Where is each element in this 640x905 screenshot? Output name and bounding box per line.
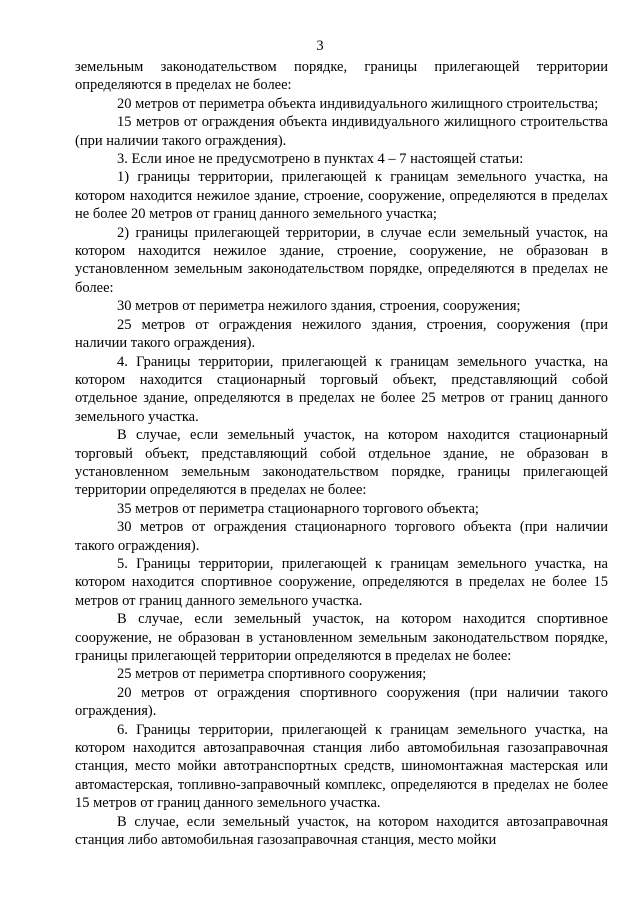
paragraph: 3. Если иное не предусмотрено в пунктах 4 – 7 настоящей статьи:	[117, 151, 524, 168]
page-number: 3	[316, 38, 324, 54]
paragraph: 5. Границы территории, прилегающей к границам земельного участка, на котором находится спортивное сооружение, определяются в пределах не более 15 метров от границ данного земельного участка.	[75, 555, 608, 609]
paragraph: 4. Границы территории, прилегающей к границам земельного участка, на котором находится стационарный торговый объект, представляющий собой отдельное здание, определяются в пределах не более 25 метров от границ данного земельного участка.	[75, 353, 608, 425]
paragraph: В случае, если земельный участок, на котором находится автозаправочная станция либо автомобильная газозаправочная станция, место мойки	[75, 813, 608, 849]
paragraph: 25 метров от ограждения нежилого здания, строения, сооружения (при наличии такого ограждения).	[75, 316, 608, 352]
paragraph: 35 метров от периметра стационарного торгового объекта;	[117, 500, 479, 517]
paragraph: 30 метров от периметра нежилого здания, строения, сооружения;	[117, 298, 521, 315]
paragraph: 20 метров от ограждения спортивного сооружения (при наличии такого ограждения).	[75, 684, 608, 720]
paragraph: 6. Границы территории, прилегающей к границам земельного участка, на котором находится автозаправочная станция либо автомобильная газозаправочная станция, место мойки автотранспортных средств, шиномонтажная мастерская или автомастерская, топливно-заправочный комплекс, определяются в пределах не более 15 метров от границ данного земельного участка.	[75, 721, 608, 812]
paragraph: 30 метров от ограждения стационарного торгового объекта (при наличии такого ограждения).	[75, 519, 608, 554]
paragraph: 1) границы территории, прилегающей к границам земельного участка, на котором находится нежилое здание, строение, сооружение, определяются в пределах не более 20 метров от границ данного земельного участка;	[75, 169, 608, 223]
paragraph: В случае, если земельный участок, на котором находится спортивное сооружение, не образован в установленном земельным законодательством порядке, границы прилегающей территории определяются в пределах не более:	[75, 611, 608, 664]
paragraph: В случае, если земельный участок, на котором находится стационарный торговый объект, представляющий собой отдельное здание, не образован в установленном земельным законодательством порядке, границы прилегающей территории определяются в пределах не более:	[75, 427, 608, 499]
paragraph: земельным законодательством порядке, границы прилегающей территории определяются в пределах не более:	[75, 59, 608, 94]
paragraph: 2) границы прилегающей территории, в случае если земельный участок, на котором находится нежилое здание, строение, сооружение, не образован в установленном земельным законодательством порядке, определяются в пределах не более:	[75, 224, 608, 296]
document-body	[75, 58, 608, 849]
paragraph: 15 метров от ограждения объекта индивидуального жилищного строительства (при наличии такого ограждения).	[75, 114, 608, 149]
paragraph: 20 метров от периметра объекта индивидуального жилищного строительства;	[117, 95, 599, 112]
paragraph: 25 метров от периметра спортивного сооружения;	[117, 666, 427, 683]
